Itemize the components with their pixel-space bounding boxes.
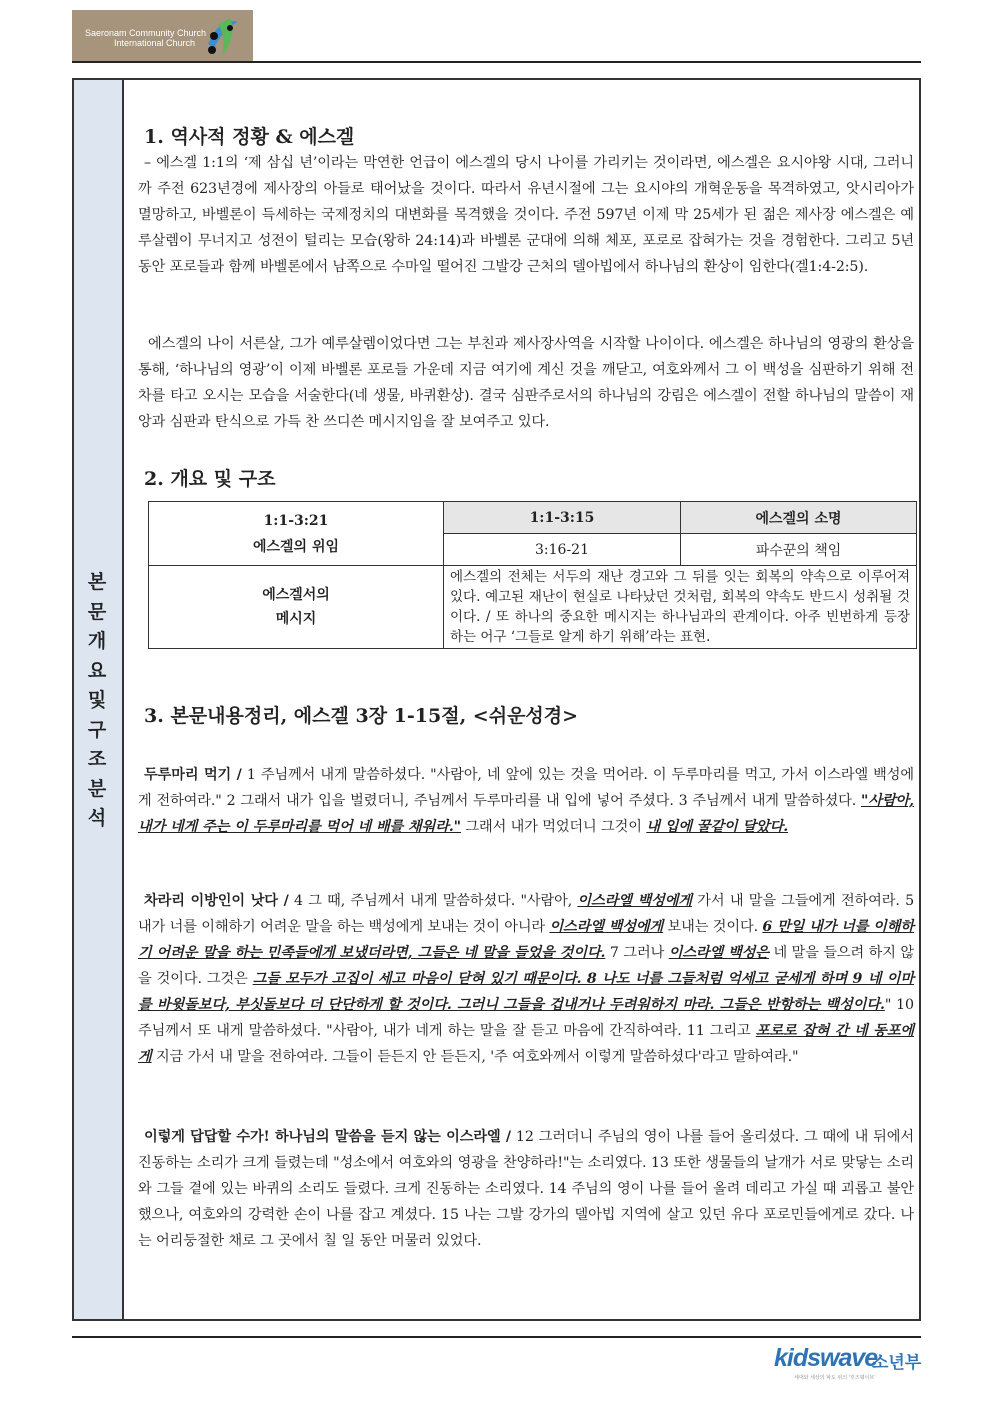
block2-emphasis6: 포로로 잡혀 간 네 동포에게 xyxy=(138,1023,914,1065)
block2-text1: 4 그 때, 주님께서 내게 말씀하셨다. "사람아, xyxy=(288,893,578,909)
vertical-section-title: 본 문 개 요 및 구 조 분 석 xyxy=(87,571,107,829)
block2-emphasis3: 6 만일 내가 너를 이해하기 어려운 말을 하는 민족들에게 보냈더라면, 그들은 네 말을 들었을 것이다. xyxy=(138,919,914,961)
block1-title: 두루마리 먹기 / xyxy=(144,767,242,783)
block2-text7: 지금 가서 내 말을 전하여라. 그들이 듣든지 안 듣든지, '주 여호와께서 이렇게 말씀하셨다'라고 말하여라." xyxy=(151,1049,799,1065)
footer-rule xyxy=(72,1336,921,1338)
block2-text6: " 10 주님께서 또 내게 말씀하셨다. "사람아, 내가 네게 하는 말을 잘 듣고 마음에 간직하여라. 11 그리고 xyxy=(138,997,914,1039)
kidswave-slogan: 세대와 세상의 파도 위의 '킷즈웨이브' xyxy=(794,1375,876,1381)
church-name-line1: Saeronam Community Church xyxy=(85,28,207,38)
block3-text1: 12 그러더니 주님의 영이 나를 들어 올리셨다. 그 때에 내 뒤에서 진동하는 소리가 크게 들렸는데 "성소에서 여호와의 영광을 찬양하라!"는 소리였다. 13 또한 생물들의 날개가 서로 맞닿는 소리와 그들 곁에 있는 바퀴의 소리도 들렸다. 크게 진동하는 소리였다. 14 주님의 영이 나를 들어 올려 데리고 가실 때 괴롭고 불안했으나, 여호와의 강력한 손이 나를 잡고 계셨다. 15 나는 그발 강가의 델아빕 지역에 살고 있던 유다 포로민들에게로 갔다. 나는 어리둥절한 채로 그 곳에서 칠 일 동안 머물러 있었다. xyxy=(138,1129,914,1249)
message-label-line2: 메시지 xyxy=(275,611,317,627)
section2-heading: 2. 개요 및 구조 xyxy=(144,468,276,490)
church-emblem-icon xyxy=(200,14,246,60)
passage-block-3 xyxy=(138,1124,914,1254)
header-rule xyxy=(72,61,921,63)
side-label-column xyxy=(74,80,124,1319)
kidswave-brand: kidswave xyxy=(774,1344,878,1372)
table-left-cell xyxy=(149,502,444,566)
block2-text3: 보내는 것이다. xyxy=(663,919,763,935)
passage-block-2 xyxy=(138,888,914,1070)
block1-emphasis1: "사람아, 내가 네게 주는 이 두루마리를 먹어 네 배를 채워라." xyxy=(138,793,914,835)
message-text-cell: 에스겔의 전체는 서두의 재난 경고와 그 뒤를 잇는 회복의 약속으로 이루어져 있다. 예고된 재난이 현실로 나타났던 것처럼, 회복의 약속도 반드시 성취될 것이다. / 또 하나의 중요한 메시지는 하나님과의 관계이다. 아주 빈번하게 등장하는 어구 ‘그들로 알게 하기 위해’라는 표현. xyxy=(444,566,917,649)
table-header-title: 에스겔의 소명 xyxy=(681,502,917,534)
block2-text4: 7 그러나 xyxy=(605,945,669,961)
block1-text1: 1 주님께서 내게 말씀하셨다. "사람아, 네 앞에 있는 것을 먹어라. 이 두루마리를 먹고, 가서 이스라엘 백성에게 전하여라." 2 그래서 내가 입을 벌렸더니, 주님께서 두루마리를 내 입에 넣어 주셨다. 3 주님께서 내게 말씀하셨다. xyxy=(138,767,914,809)
section1-paragraph2: 에스겔의 나이 서른살, 그가 예루살렘이었다면 그는 부친과 제사장사역을 시작할 나이이다. 에스겔은 하나님의 영광의 환상을 통해, ‘하나님의 영광’이 이제 바벨론 포로들 가운데 지금 여기에 계신 것을 깨닫고, 여호와께서 그 이 백성을 심판하기 위해 전차를 타고 오시는 모습을 서술한다(네 생물, 바퀴환상). 결국 심판주로서의 하나님의 강림은 에스겔이 전할 하나님의 말씀이 재앙과 심판과 탄식으로 가득 찬 쓰디쓴 메시지임을 잘 보여주고 있다. xyxy=(138,336,914,430)
church-name-line2: International Church xyxy=(114,38,196,48)
message-label-line1: 에스겔서의 xyxy=(262,587,330,603)
block1-emphasis2: 내 입에 꿀같이 달았다. xyxy=(646,819,789,835)
content-frame xyxy=(72,78,921,1321)
block2-title: 차라리 이방인이 낫다 / xyxy=(144,893,289,909)
block1-text2: 그래서 내가 먹었더니 그것이 xyxy=(460,819,647,835)
message-label-cell xyxy=(149,566,444,649)
passage-block-1 xyxy=(138,762,914,840)
block2-text5: 네 말을 들으려 하지 않을 것이다. 그것은 xyxy=(138,945,914,987)
block2-emphasis4: 이스라엘 백성은 xyxy=(668,945,769,961)
kidswave-logo xyxy=(774,1342,924,1388)
block2-emphasis1: 이스라엘 백성에게 xyxy=(577,893,692,909)
section1-paragraph1: – 에스겔 1:1의 ‘제 삼십 년’이라는 막연한 언급이 에스겔의 당시 나이를 가리키는 것이라면, 에스겔은 요시야왕 시대, 그러니까 주전 623년경에 제사장의 아들로 태어났을 것이다. 따라서 유년시절에 그는 요시야의 개혁운동을 목격하였고, 앗시리아가 멸망하고, 바벨론이 득세하는 국제정치의 대변화를 목격했을 것이다. 주전 597년 이제 막 25세가 된 젊은 제사장 에스겔은 예루살렘이 무너지고 성전이 털리는 모습(왕하 24:14)과 바벨론 군대에 의해 체포, 포로로 잡혀가는 것을 경험한다. 그리고 5년 동안 포로들과 함께 바벨론에서 남쪽으로 수마일 떨어진 그발강 근처의 델아빕에서 하나님의 환상이 임한다(겔1:4-2:5). xyxy=(138,155,914,275)
section3-heading: 3. 본문내용정리, 에스겔 3장 1-15절, <쉬운성경> xyxy=(144,705,579,727)
left-title: 에스겔의 위임 xyxy=(252,538,340,555)
structure-table xyxy=(148,501,917,649)
block2-text2: 가서 내 말을 그들에게 전하여라. 5 내가 너를 이해하기 어려운 말을 하는 백성에게 보내는 것이 아니라 xyxy=(138,893,915,935)
left-range: 1:1-3:21 xyxy=(263,512,329,529)
block3-title: 이렇게 답답할 수가! 하나님의 말씀을 듣지 않는 이스라엘 / xyxy=(144,1129,511,1145)
section1-heading: 1. 역사적 정황 & 에스겔 xyxy=(144,126,355,148)
block2-emphasis5: 그들 모두가 고집이 세고 마음이 닫혀 있기 때문이다. 8 나도 너를 그들처럼 억세고 굳세게 하며 9 네 이마를 바윗돌보다, 부싯돌보다 더 단단하게 할 것이다. 그러니 그들을 겁내거나 두려워하지 마라. 그들은 반항하는 백성이다. xyxy=(138,971,914,1013)
church-logo xyxy=(72,10,253,62)
table-row-range: 3:16-21 xyxy=(444,534,681,566)
block2-emphasis2: 이스라엘 백성에게 xyxy=(549,919,664,935)
table-row-title: 파수꾼의 책임 xyxy=(681,534,917,566)
table-header-range: 1:1-3:15 xyxy=(444,502,681,534)
kidswave-dept: 소년부 xyxy=(872,1353,922,1373)
